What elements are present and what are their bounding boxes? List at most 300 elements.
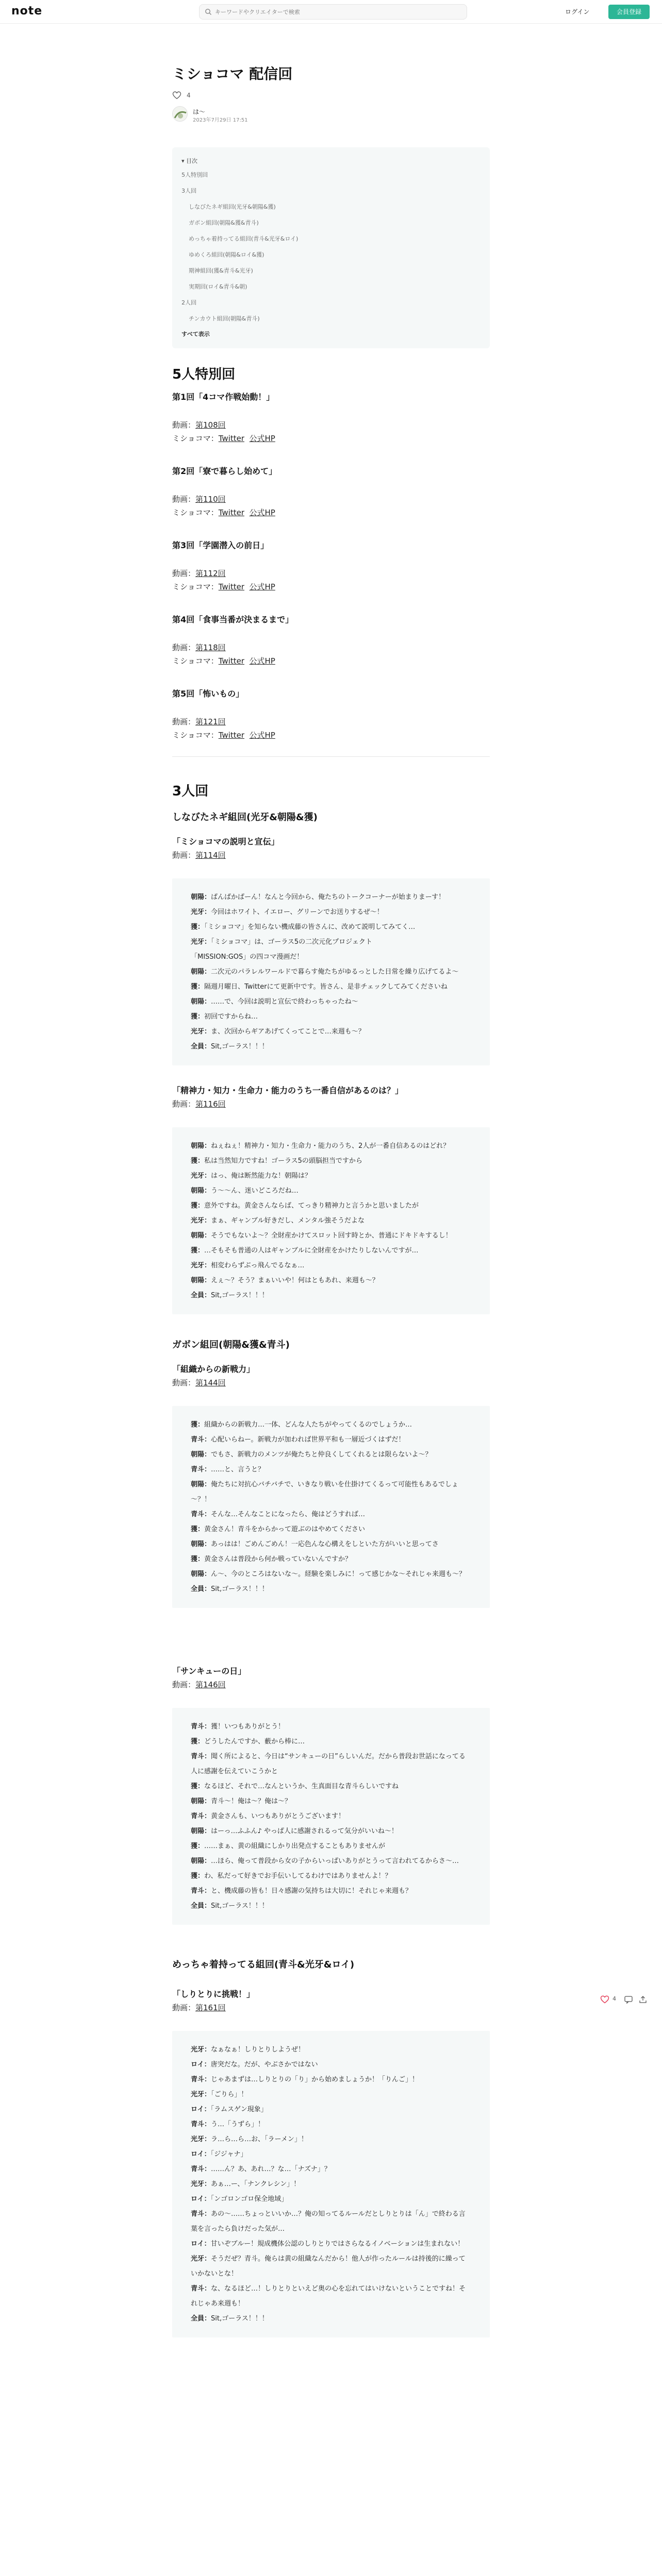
video-link[interactable]: 第116回 xyxy=(195,1099,226,1109)
speaker-name: 獲： xyxy=(191,1783,205,1790)
speaker-name: ロイ： xyxy=(191,2061,211,2069)
heart-icon[interactable] xyxy=(172,91,181,100)
transcript-line xyxy=(191,1288,471,1303)
transcript-line xyxy=(191,1809,471,1824)
transcript-line xyxy=(191,1749,471,1779)
video-link[interactable]: 第144回 xyxy=(195,1378,226,1387)
speaker-name: 朝陽： xyxy=(191,1481,211,1488)
share-icon[interactable] xyxy=(638,1995,648,2004)
transcript-line xyxy=(191,2162,471,2177)
transcript-line xyxy=(191,950,471,964)
transcript-line xyxy=(191,2132,471,2147)
video-label: 動画： xyxy=(172,1099,196,1109)
transcript-line xyxy=(191,1154,471,1168)
video-line xyxy=(172,1678,490,1691)
transcript-line xyxy=(191,1794,471,1809)
transcript-line xyxy=(191,1198,471,1213)
speaker-text: 唐突だな。だが、やぶさかではない xyxy=(210,2061,318,2069)
video-label: 動画： xyxy=(172,643,196,652)
author-row[interactable] xyxy=(172,106,490,125)
video-link[interactable]: 第121回 xyxy=(195,717,226,726)
comment-icon[interactable] xyxy=(624,1995,633,2004)
transcript-quote xyxy=(172,1708,490,1925)
speaker-name: 朝陽： xyxy=(191,1187,211,1195)
speaker-name: 光牙： xyxy=(191,2136,211,2143)
speaker-text: ……で、今回は説明と宣伝で終わっちゃったね～ xyxy=(211,998,358,1006)
twitter-link[interactable]: Twitter xyxy=(218,731,244,740)
speaker-name: ロイ： xyxy=(191,2150,211,2158)
speaker-text: Sit,ゴーラス！！！ xyxy=(211,1043,269,1050)
author-name[interactable]: は～ xyxy=(193,108,206,115)
speaker-name: 獲： xyxy=(191,1013,205,1021)
episode-title: 「精神力・知力・生命力・能力のうち一番自信があるのは？」 xyxy=(172,1086,404,1095)
video-label: 動画： xyxy=(172,851,196,860)
episode-title: 第3回「学園潜入の前日」 xyxy=(172,540,269,550)
toc-show-all-button[interactable]: すべて表示 xyxy=(181,331,210,337)
speaker-text: Sit,ゴーラス！！！ xyxy=(211,1902,269,1910)
speaker-name: 獲： xyxy=(191,923,205,931)
speaker-text: 甘いぞブルー！規成機体公認のしりとりではさらなるイノベーションは生まれない！ xyxy=(210,2240,465,2248)
speaker-text: はっ、俺は断然能力な！朝陽は？ xyxy=(211,1172,312,1180)
speaker-text: 隔週月曜日、Twitterにて更新中です。皆さん、是非チェックしてみてくださいね xyxy=(204,983,448,991)
transcript-line xyxy=(191,1582,471,1597)
speaker-name: 朝陽： xyxy=(191,1451,211,1459)
transcript-line xyxy=(191,1417,471,1432)
speaker-text: Sit,ゴーラス！！！ xyxy=(211,2315,269,2323)
video-label: 動画： xyxy=(172,1378,196,1387)
speaker-text: そうだぜ？青斗。俺らは黄の組織なんだから！他人が作ったルールは持後的に繰っていかないとな！ xyxy=(191,2255,466,2278)
transcript-line xyxy=(191,1719,471,1734)
transcript-line xyxy=(191,2311,471,2326)
episode-title: 第1回「4コマ作戦始動！」 xyxy=(172,392,275,402)
official-hp-link[interactable]: 公式HP xyxy=(249,434,275,443)
toc-item[interactable]: しなびたネギ組回(光牙&朝陽&獲) xyxy=(189,204,276,210)
transcript-line xyxy=(191,2177,471,2192)
episode-entry xyxy=(172,465,490,519)
transcript-line xyxy=(191,2087,471,2102)
signup-button[interactable]: 会員登録 xyxy=(608,5,650,19)
transcript-line xyxy=(191,1213,471,1228)
twitter-link[interactable]: Twitter xyxy=(218,582,244,591)
misho-label: ミショコマ： xyxy=(172,731,219,740)
transcript-line xyxy=(191,1462,471,1477)
speaker-text: な、なるほど…！しりとりといえど奥の心を忘れてはいけないということですね！それじゃあ来週も！ xyxy=(191,2285,466,2308)
transcript-line xyxy=(191,994,471,1009)
speaker-text: あっはは！ごめんごめん！一応色んな心構えをしといた方がいいと思ってさ xyxy=(211,1540,439,1548)
speaker-name: 青斗： xyxy=(191,1466,211,1473)
official-hp-link[interactable]: 公式HP xyxy=(249,656,275,666)
transcript-line xyxy=(191,1779,471,1794)
episode-block xyxy=(172,1988,490,2337)
speaker-text: わ、私だって好きでお手伝いしてるわけではありませんよ！？ xyxy=(204,1872,392,1880)
transcript-line xyxy=(191,1899,471,1913)
transcript-line xyxy=(191,1139,471,1154)
transcript-line xyxy=(191,905,471,920)
transcript-line xyxy=(191,2042,471,2057)
search-box[interactable] xyxy=(199,4,467,20)
transcript-line xyxy=(191,1522,471,1537)
speaker-text: ぱんぱかぱーん！なんと今回から、俺たちのトークコーナーが始まりまーす！ xyxy=(211,893,445,901)
video-label: 動画： xyxy=(172,569,196,578)
video-link[interactable]: 第146回 xyxy=(195,1680,226,1689)
speaker-name: 獲： xyxy=(191,1247,205,1255)
video-link[interactable]: 第110回 xyxy=(195,495,226,504)
misho-line xyxy=(172,654,490,668)
speaker-text: えぇ〜？そう？まぁいいや！何はともあれ、来週も〜？ xyxy=(211,1277,379,1284)
speaker-name: 光牙： xyxy=(191,1172,211,1180)
speaker-text: う…「うずら」！ xyxy=(211,2121,265,2128)
episode-title: 第2回「寮で暮らし始めて」 xyxy=(172,466,277,476)
toc-item[interactable]: 2人回 xyxy=(181,299,196,306)
transcript-line xyxy=(191,1039,471,1054)
video-label: 動画： xyxy=(172,495,196,504)
like-row xyxy=(172,91,490,102)
video-line xyxy=(172,493,490,506)
official-hp-link[interactable]: 公式HP xyxy=(249,582,275,591)
toc-item[interactable]: ガボン組回(朝陽&獲&青斗) xyxy=(189,219,259,226)
transcript-line xyxy=(191,2072,471,2087)
speaker-text: ん〜、今のところはないな〜。経験を楽しみに！って感じかな〜それじゃ来週も〜？ xyxy=(211,1570,466,1578)
toc-list xyxy=(181,167,481,327)
toc-item[interactable]: 実期回(ロイ&青斗&朝) xyxy=(189,283,247,290)
transcript-line xyxy=(191,1447,471,1462)
transcript-line xyxy=(191,1552,471,1567)
speaker-name: 獲： xyxy=(191,1842,205,1850)
transcript-line xyxy=(191,1168,471,1183)
speaker-name: 朝陽： xyxy=(191,1540,211,1548)
speaker-name: 全員： xyxy=(191,1902,211,1910)
speaker-name: 全員： xyxy=(191,1292,211,1299)
speaker-text: …そもそも普通の人はギャンブルに全財産をかけたりしないんですが… xyxy=(204,1247,419,1255)
transcript-line xyxy=(191,1183,471,1198)
speaker-text: 組織からの新戦力…一体、どんな人たちがやってくるのでしょうか… xyxy=(204,1421,412,1429)
speaker-text: 相変わらずぶっ飛んでるなぁ… xyxy=(211,1262,305,1269)
misho-line xyxy=(172,432,490,445)
speaker-text: Sit,ゴーラス！！！ xyxy=(211,1292,269,1299)
episode-title: 「しりとりに挑戦！」 xyxy=(172,1989,255,1999)
speaker-name: 青斗： xyxy=(191,2121,211,2128)
speaker-text: 「ラムスゲン現象」 xyxy=(210,2106,268,2113)
speaker-text: ……と、言うと？ xyxy=(211,1466,265,1473)
video-line xyxy=(172,715,490,728)
episode-title: 「ミショコマの説明と宣伝」 xyxy=(172,837,279,846)
video-line xyxy=(172,641,490,654)
video-link[interactable]: 第112回 xyxy=(195,569,226,578)
official-hp-link[interactable]: 公式HP xyxy=(249,508,275,517)
speaker-name: ロイ： xyxy=(191,2106,211,2113)
speaker-name: 光牙： xyxy=(191,1028,211,1036)
speaker-name: 光牙： xyxy=(191,1217,211,1225)
speaker-text: まぁ、ギャンブル好きだし、メンタル強そうだよな xyxy=(211,1217,365,1225)
episode-entry xyxy=(172,613,490,668)
video-line xyxy=(172,418,490,432)
video-link[interactable]: 第108回 xyxy=(195,420,226,430)
speaker-text: 黄金さんは普段から何か戦っていないんですか？ xyxy=(204,1555,352,1563)
episode-block xyxy=(172,1665,490,1925)
transcript-line xyxy=(191,1854,471,1869)
like-count: 4 xyxy=(187,92,191,99)
transcript-line xyxy=(191,1228,471,1243)
misho-line xyxy=(172,506,490,519)
speaker-text: なるほど、それで…なんというか、生真面目な青斗らしいですね xyxy=(204,1783,399,1790)
transcript-line xyxy=(191,1567,471,1582)
avatar-image-icon xyxy=(173,107,188,122)
video-line xyxy=(172,567,490,580)
video-label: 動画： xyxy=(172,717,196,726)
group-heading-gabon: ガボン組回(朝陽&獲&青斗) xyxy=(172,1340,290,1350)
speaker-text: どうしたんですか、藪から棒に… xyxy=(204,1738,305,1745)
speaker-name: 朝陽： xyxy=(191,893,211,901)
transcript-line xyxy=(191,2057,471,2072)
site-header xyxy=(0,0,662,24)
episode-block xyxy=(172,1084,490,1314)
section-heading-3nin: 3人回 xyxy=(172,784,209,799)
toc-item[interactable]: チンカウト組回(朝陽&青斗) xyxy=(189,315,260,322)
speaker-text: と、機成藤の皆も！日々感謝の気持ちは大切に！それじゃ来週も？ xyxy=(211,1887,412,1895)
speaker-text: 「ンゴロンゴロ保全地域」 xyxy=(210,2195,288,2203)
episode-title: 「サンキューの日」 xyxy=(172,1666,246,1676)
speaker-name: 青斗： xyxy=(191,2076,211,2083)
video-line xyxy=(172,2001,490,2014)
speaker-name: 獲： xyxy=(191,1202,205,1210)
speaker-name: 朝陽： xyxy=(191,1232,211,1240)
transcript-quote xyxy=(172,1127,490,1314)
speaker-text: う〜〜ん、迷いどころだね… xyxy=(211,1187,299,1195)
misho-line xyxy=(172,728,490,742)
speaker-name: ロイ： xyxy=(191,2240,211,2248)
transcript-line xyxy=(191,1477,471,1507)
toc-item[interactable]: 3人回 xyxy=(181,188,196,194)
speaker-text: そんな…そんなことになったら、俺はどうすれば… xyxy=(211,1511,366,1518)
video-label: 動画： xyxy=(172,1680,196,1689)
speaker-name: 全員： xyxy=(191,2315,211,2323)
transcript-quote xyxy=(172,1406,490,1608)
heart-icon[interactable] xyxy=(600,1995,609,2004)
speaker-name: 獲： xyxy=(191,1738,205,1745)
misho-label: ミショコマ： xyxy=(172,582,219,591)
speaker-text: 俺たちに対抗心バチバチで、いきなり戦いを仕掛けてくるって可能性もあるでしょ～？！ xyxy=(191,1481,458,1503)
speaker-name: 朝陽： xyxy=(191,1798,211,1805)
transcript-line xyxy=(191,979,471,994)
toc-item[interactable]: ゆめくろ組回(朝陽&ロイ&獲) xyxy=(189,251,264,258)
speaker-text: 二次元のパラレルワールドで暮らす俺たちがゆるっとした日常を繰り広げてるよ～ xyxy=(211,968,459,976)
login-link[interactable]: ログイン xyxy=(565,8,590,15)
misho-label: ミショコマ： xyxy=(172,656,219,666)
speaker-text: あぁ…ー、「ナンクレシン」！ xyxy=(211,2180,301,2188)
speaker-name: 青斗： xyxy=(191,1753,211,1760)
speaker-name: 獲： xyxy=(191,1872,205,1880)
speaker-name: 朝陽： xyxy=(191,1570,211,1578)
speaker-text: Sit,ゴーラス！！！ xyxy=(211,1585,269,1593)
speaker-text: 「ミショコマ」を知らない機成藤の皆さんに、改めて説明してみてく… xyxy=(204,923,416,931)
video-line xyxy=(172,1376,490,1389)
transcript-line xyxy=(191,1884,471,1899)
speaker-name: 青斗： xyxy=(191,1812,211,1820)
speaker-name: 全員： xyxy=(191,1585,211,1593)
twitter-link[interactable]: Twitter xyxy=(218,656,244,666)
speaker-name: 青斗： xyxy=(191,2285,211,2293)
transcript-line xyxy=(191,920,471,935)
speaker-text: ……ん？あ、あれ…？な…「ナズナ」？ xyxy=(211,2165,331,2173)
transcript-line xyxy=(191,1009,471,1024)
speaker-name: 光牙： xyxy=(191,2091,211,2098)
speaker-name: 獲： xyxy=(191,1555,205,1563)
transcript-line xyxy=(191,2117,471,2132)
twitter-link[interactable]: Twitter xyxy=(218,434,244,443)
speaker-name: 朝陽： xyxy=(191,1857,211,1865)
transcript-quote xyxy=(172,2031,490,2337)
floating-like-count: 4 xyxy=(613,1995,616,2002)
transcript-line xyxy=(191,2207,471,2236)
speaker-name: 青斗： xyxy=(191,1887,211,1895)
misho-label: ミショコマ： xyxy=(172,434,219,443)
speaker-name: 青斗： xyxy=(191,1511,211,1518)
episode-block xyxy=(172,1363,490,1608)
speaker-name: 全員： xyxy=(191,1043,211,1050)
transcript-line xyxy=(191,1273,471,1288)
table-of-contents xyxy=(172,147,490,348)
transcript-line xyxy=(191,890,471,905)
speaker-name: ロイ： xyxy=(191,2195,211,2203)
transcript-line xyxy=(191,1839,471,1854)
toc-item[interactable]: 5人特別回 xyxy=(181,172,208,178)
speaker-text: 聞く所によると、今日は“サンキューの日”らしいんだ。だから普段お世話になってる人に感謝を伝えていこうかと xyxy=(191,1753,466,1775)
speaker-text: なぁなぁ！しりとりしようぜ！ xyxy=(211,2046,305,2054)
speaker-name: 朝陽： xyxy=(191,998,211,1006)
speaker-name: 朝陽： xyxy=(191,1827,211,1835)
speaker-text: 意外ですね。黄金さんならば、てっきり精神力と言うかと思いましたが xyxy=(204,1202,419,1210)
twitter-link[interactable]: Twitter xyxy=(218,508,244,517)
transcript-line xyxy=(191,1243,471,1258)
video-link[interactable]: 第114回 xyxy=(195,851,226,860)
transcript-line xyxy=(191,2192,471,2207)
transcript-line xyxy=(191,2102,471,2117)
speaker-text: 「ジジャナ」 xyxy=(210,2150,247,2158)
speaker-text: でもさ、新戦力のメンツが俺たちと仲良くしてくれるとは限らないよ～？ xyxy=(211,1451,432,1459)
article xyxy=(172,65,490,2337)
speaker-name: 光牙： xyxy=(191,938,211,946)
episode-title: 第5回「怖いもの」 xyxy=(172,689,244,699)
transcript-line xyxy=(191,1869,471,1884)
speaker-name: 朝陽： xyxy=(191,1277,211,1284)
search-icon xyxy=(205,8,212,15)
speaker-text: 「MISSION:GOS」の四コマ漫画だ！ xyxy=(191,953,304,961)
toc-item[interactable]: めっちゃ着持ってる組回(青斗&光牙&ロイ) xyxy=(189,235,299,242)
speaker-text: 青斗〜！俺は〜？俺は〜？ xyxy=(211,1798,292,1805)
transcript-line xyxy=(191,1507,471,1522)
speaker-text: …ほら、俺って普段から女の子からいっぱいありがとうって言われてるからさ〜… xyxy=(211,1857,459,1865)
transcript-line xyxy=(191,1258,471,1273)
speaker-name: 光牙： xyxy=(191,908,211,916)
video-line xyxy=(172,1097,490,1111)
transcript-line xyxy=(191,1734,471,1749)
chevron-down-icon: ▾ xyxy=(181,158,187,164)
speaker-text: 私は当然知力ですね！ゴーラス5の頭脳担当ですから xyxy=(204,1157,362,1165)
toc-header[interactable]: ▾ 目次 xyxy=(181,158,198,164)
speaker-name: 青斗： xyxy=(191,1436,211,1444)
speaker-name: 獲： xyxy=(191,1421,205,1429)
five-member-episodes xyxy=(172,391,490,742)
episode-title: 「組織からの新戦力」 xyxy=(172,1364,255,1374)
speaker-name: 光牙： xyxy=(191,2180,211,2188)
speaker-name: 光牙： xyxy=(191,2046,211,2054)
speaker-text: そうでもないよ～？全財産かけてスロット回す時とか、普通にドキドキするし！ xyxy=(211,1232,452,1240)
episode-title: 第4回「食事当番が決まるまで」 xyxy=(172,615,294,624)
search-input[interactable] xyxy=(215,5,462,19)
misho-label: ミショコマ： xyxy=(172,508,219,517)
transcript-line xyxy=(191,2251,471,2281)
speaker-text: ……まぁ、黄の組織にしかり出発点することもありませんが xyxy=(204,1842,386,1850)
speaker-name: 朝陽： xyxy=(191,1142,211,1150)
episode-entry xyxy=(172,687,490,742)
transcript-line xyxy=(191,2281,471,2311)
transcript-line xyxy=(191,964,471,979)
speaker-text: 「ごりら」！ xyxy=(211,2091,248,2098)
avatar[interactable] xyxy=(172,106,188,122)
article-title: ミショコマ 配信回 xyxy=(172,65,293,82)
speaker-text: ねぇねぇ！精神力・知力・生命力・能力のうち、2人が一番自信あるのはどれ？ xyxy=(211,1142,450,1150)
transcript-line xyxy=(191,1432,471,1447)
speaker-text: 心配いらねー。新戦力が加われば世界平和も一層近づくはずだ！ xyxy=(211,1436,405,1444)
speaker-text: じゃあまずは…しりとりの「り」から始めましょうか！「りんご」！ xyxy=(211,2076,419,2083)
official-hp-link[interactable]: 公式HP xyxy=(249,731,275,740)
transcript-line xyxy=(191,2236,471,2251)
speaker-name: 光牙： xyxy=(191,2255,211,2263)
speaker-text: ま、次回からギアあげてくってことで…来週も～？ xyxy=(211,1028,365,1036)
divider xyxy=(172,756,490,757)
speaker-text: 今回はホワイト、イエロー、グリーンでお送りするぜ～！ xyxy=(211,908,384,916)
video-link[interactable]: 第161回 xyxy=(195,2003,226,2012)
speaker-text: 「ミショコマ」は、ゴーラス5の二次元化プロジェクト xyxy=(211,938,372,946)
episode-entry xyxy=(172,539,490,594)
video-line xyxy=(172,849,490,862)
speaker-text: 黄金さん！青斗をからかって遊ぶのはやめてください xyxy=(204,1526,366,1533)
section-heading-5nin: 5人特別回 xyxy=(172,367,236,382)
toc-item[interactable]: 期神組回(獲&青斗&光牙) xyxy=(189,267,253,274)
speaker-name: 獲： xyxy=(191,983,205,991)
episode-block xyxy=(172,835,490,1065)
speaker-name: 光牙： xyxy=(191,1262,211,1269)
transcript-line xyxy=(191,1537,471,1552)
floating-actions xyxy=(600,1992,657,2007)
transcript-line xyxy=(191,935,471,950)
transcript-line xyxy=(191,1824,471,1839)
transcript-line xyxy=(191,1024,471,1039)
misho-line xyxy=(172,580,490,594)
speaker-text: はーっ…ふふん♪ やっぱ人に感謝されるって気分がいいね〜！ xyxy=(211,1827,398,1835)
speaker-name: 青斗： xyxy=(191,2210,211,2218)
transcript-quote xyxy=(172,878,490,1065)
speaker-name: 青斗： xyxy=(191,1723,211,1731)
speaker-name: 朝陽： xyxy=(191,968,211,976)
speaker-name: 獲： xyxy=(191,1157,205,1165)
speaker-text: 初回ですからね… xyxy=(204,1013,258,1021)
video-label: 動画： xyxy=(172,2003,196,2012)
speaker-text: あの〜……ちょっといいか…？俺の知ってるルールだとしりとりは「ん」で終わる言葉を言ったら負けだった気が… xyxy=(191,2210,466,2233)
post-date: 2023年7月29日 17:51 xyxy=(193,117,248,123)
group-heading-negi: しなびたネギ組回(光牙&朝陽&獲) xyxy=(172,812,318,823)
note-logo[interactable]: note xyxy=(11,5,43,18)
speaker-text: 黄金さんも、いつもありがとうございます！ xyxy=(211,1812,345,1820)
episode-entry xyxy=(172,391,490,445)
speaker-name: 獲： xyxy=(191,1526,205,1533)
speaker-text: 獲！いつもありがとう！ xyxy=(211,1723,285,1731)
speaker-name: 青斗： xyxy=(191,2165,211,2173)
video-link[interactable]: 第118回 xyxy=(195,643,226,652)
video-label: 動画： xyxy=(172,420,196,430)
transcript-line xyxy=(191,2147,471,2162)
group-heading-mecha: めっちゃ着持ってる組回(青斗&光牙&ロイ) xyxy=(172,1959,355,1970)
